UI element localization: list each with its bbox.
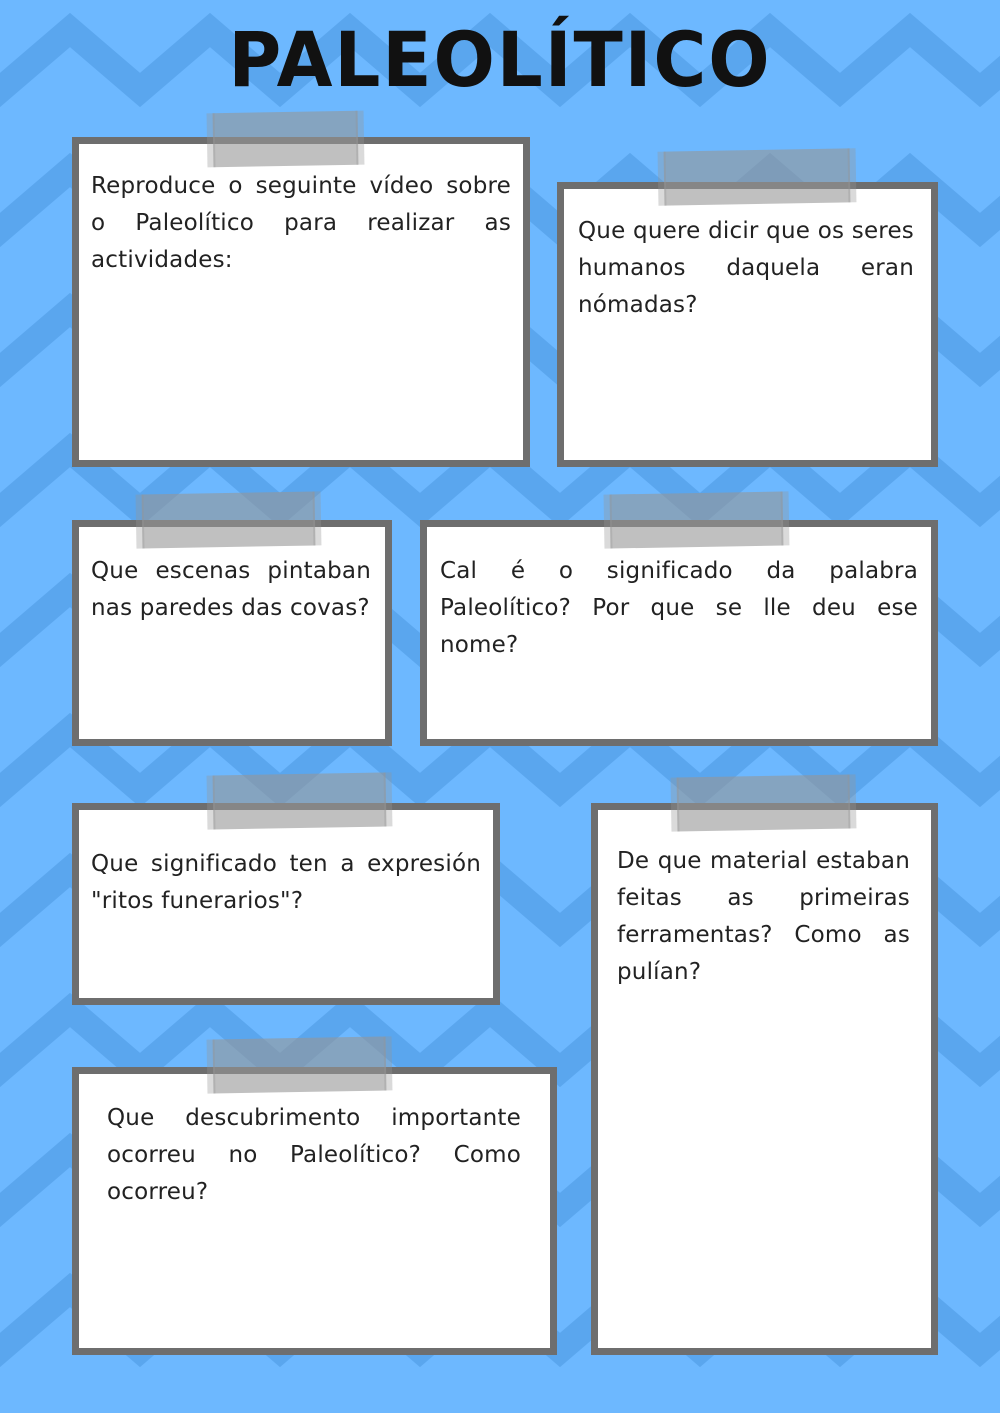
card-nomadas-text: Que quere dicir que os seres humanos daquela eran nómadas? — [578, 218, 914, 318]
card-descubrimento-text: Que descubrimento importante ocorreu no Paleolítico? Como ocorreu? — [107, 1105, 521, 1205]
tape — [213, 1036, 387, 1093]
card-video-text: Reproduce o seguinte vídeo sobre o Paleolítico para realizar as actividades: — [91, 173, 511, 273]
tape — [610, 491, 784, 548]
tape — [213, 111, 359, 168]
tape — [664, 148, 851, 205]
card-ritos-text: Que significado ten a expresión "ritos funerarios"? — [91, 851, 481, 914]
card-ferramentas-text: De que material estaban feitas as primeiras ferramentas? Como as pulían? — [617, 848, 910, 985]
tape — [677, 774, 851, 831]
card-significado-text: Cal é o significado da palabra Paleolítico? Por que se lle deu ese nome? — [440, 558, 918, 658]
tape — [142, 491, 316, 548]
page-title: PALEOLÍTICO — [228, 15, 772, 104]
card-escenas-text: Que escenas pintaban nas paredes das covas? — [91, 558, 371, 621]
tape — [213, 772, 387, 829]
